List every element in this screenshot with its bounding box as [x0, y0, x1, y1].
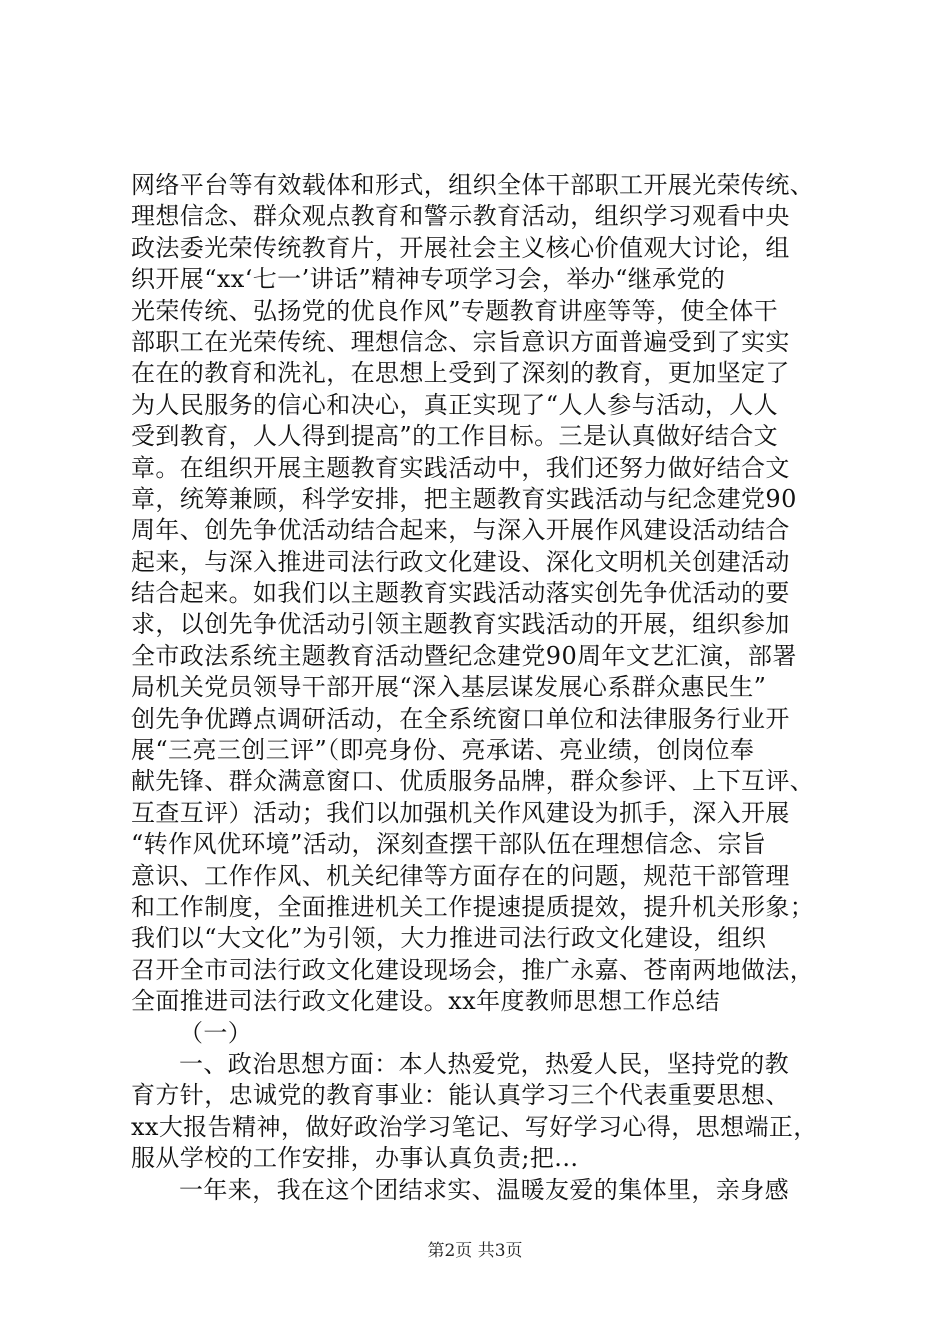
- text-line: 一、政治思想方面：本人热爱党，热爱人民，坚持党的教: [179, 1049, 789, 1078]
- text-line: xx大报告精神，做好政治学习笔记、写好学习心得，思想端正，: [131, 1112, 818, 1141]
- text-line: 全面推进司法行政文化建设。xx年度教师思想工作总结: [131, 987, 721, 1016]
- text-line: “转作风优环境”活动，深刻查摆干部队伍在理想信念、宗旨: [131, 830, 767, 859]
- text-line: 政法委光荣传统教育片，开展社会主义核心价值观大讨论，组: [131, 233, 790, 262]
- text-line: 局机关党员领导干部开展“深入基层谋发展心系群众惠民生”: [131, 673, 767, 702]
- text-line: 育方针，忠诚党的教育事业：能认真学习三个代表重要思想、: [131, 1081, 790, 1110]
- text-line: 展“三亮三创三评”（即亮身份、亮承诺、亮业绩，创岗位奉: [131, 736, 755, 765]
- text-line: 结合起来。如我们以主题教育实践活动落实创先争优活动的要: [131, 579, 790, 608]
- text-line: 求，以创先争优活动引领主题教育实践活动的开展，组织参加: [131, 610, 790, 639]
- text-line: 周年、创先争优活动结合起来，与深入开展作风建设活动结合: [131, 516, 790, 545]
- text-line: 创先争优蹲点调研活动，在全系统窗口单位和法律服务行业开: [131, 704, 790, 733]
- text-line: 在在的教育和洗礼，在思想上受到了深刻的教育，更加坚定了: [131, 359, 790, 388]
- text-line: 起来，与深入推进司法行政文化建设、深化文明机关创建活动: [131, 547, 790, 576]
- text-line: 服从学校的工作安排，办事认真负责;把...: [131, 1144, 579, 1173]
- text-line: 一年来，我在这个团结求实、温暖友爱的集体里，亲身感: [179, 1175, 789, 1204]
- text-line: 织开展“xx‘七一’讲话”精神专项学习会，举办“继承党的: [131, 265, 726, 294]
- text-line: 部职工在光荣传统、理想信念、宗旨意识方面普遍受到了实实: [131, 327, 790, 356]
- text-line: 全市政法系统主题教育活动暨纪念建党90周年文艺汇演，部署: [131, 641, 797, 670]
- section-number: （一）: [179, 1018, 253, 1047]
- text-line: 我们以“大文化”为引领，大力推进司法行政文化建设，组织: [131, 924, 767, 953]
- text-line: 意识、工作作风、机关纪律等方面存在的问题，规范干部管理: [131, 861, 790, 890]
- document-body: [131, 170, 831, 1206]
- text-line: 章，统筹兼顾，科学安排，把主题教育实践活动与纪念建党90: [131, 484, 797, 513]
- text-line: 和工作制度，全面推进机关工作提速提质提效，提升机关形象；: [131, 892, 815, 921]
- page-footer: 第2页 共3页: [427, 1241, 523, 1261]
- text-line: 献先锋、群众满意窗口、优质服务品牌，群众参评、上下互评、: [131, 767, 815, 796]
- text-line: 光荣传统、弘扬党的优良作风”专题教育讲座等等，使全体干: [131, 296, 779, 325]
- text-line: 网络平台等有效载体和形式，组织全体干部职工开展光荣传统、: [131, 171, 815, 199]
- text-line: 互查互评）活动；我们以加强机关作风建设为抓手，深入开展: [131, 798, 790, 827]
- text-line: 章。在组织开展主题教育实践活动中，我们还努力做好结合文: [131, 453, 790, 482]
- text-line: 受到教育，人人得到提高”的工作目标。三是认真做好结合文: [131, 422, 779, 451]
- text-line: 为人民服务的信心和决心，真正实现了“人人参与活动，人人: [131, 390, 779, 419]
- text-line: 召开全市司法行政文化建设现场会，推广永嘉、苍南两地做法，: [131, 955, 815, 984]
- text-line: 理想信念、群众观点教育和警示教育活动，组织学习观看中央: [131, 202, 790, 231]
